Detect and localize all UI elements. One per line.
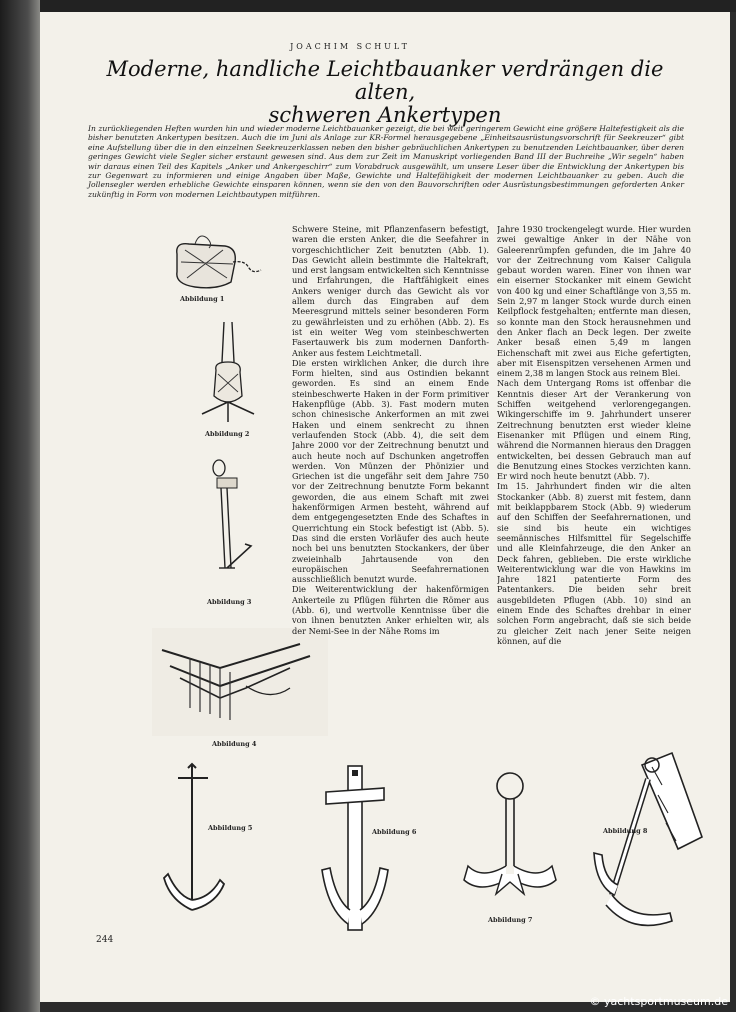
copyright-notice: © yachtsportmuseum.de [589,995,728,1008]
caption-figure-2: Abbildung 2 [205,430,250,438]
author-name: JOACHIM SCHULT [290,42,410,51]
column-2-paragraph-3: Im 15. Jahrhundert finden wir die alten Stockanker (Abb. 8) zuerst mit festem, dann mit beiklappbarem Stock (Abb. 9) wiederum auf den Schiffen der Seefahrernationen, und sie sind bis heute ein wichtiges seemännisches Hilfsmittel für Segelschiffe und alle Kleinfahrzeuge, die den Anker an Deck fahren, geblieben. Die erste wirkliche Weiterentwicklung war die von Hawkins im Jahre 1821 patentierte Form des Patentankers. Die beiden sehr breit ausgebildeten Pflugen (Abb. 10) sind an einem Ende des Schaftes drehbar in einer solchen Form angebracht, daß sie sich beide zu gleicher Zeit nach jener Seite neigen können, auf die [497,481,691,646]
column-1-paragraph-1: Schwere Steine, mit Pflanzenfasern befestigt, waren die ersten Anker, die die Seefahrer in vorgeschichtlicher Zeit benutzten (Abb. 1). Das Gewicht allein bestimmte die Haltekraft, und erst langsam entwickelten sich Kenntnisse und Erfahrungen, die Haftfähigkeit eines Ankers weniger durch das Gewicht als vor allem durch das Eingraben auf dem Meeresgrund mittels seiner besonderen Form zu gewährleisten und zu erhöhen (Abb. 2). Es ist ein weiter Weg vom steinbeschwerten Fasertauwerk bis zum modernen Danforth-Anker aus festem Leichtmetall. [292,224,489,358]
figure-5-phoenician-anchor [160,760,253,928]
column-1-paragraph-3: Die Weiterentwicklung der hakenförmigen Ankerteile zu Pflügen führten die Römer aus (Abb. 6), und wertvolle Kenntnisse über die von ihnen benutzten Anker erhielten wir, als der Nemi-See in der Nähe Roms im [292,584,489,636]
page-number: 244 [96,935,114,945]
scan-top-border [0,0,736,12]
caption-figure-4: Abbildung 4 [212,740,257,748]
caption-figure-8: Abbildung 8 [603,827,648,835]
article-title [90,58,680,127]
text-column-2 [497,224,691,724]
column-2-paragraph-2: Nach dem Untergang Roms ist offenbar die Kenntnis dieser Art der Verankerung von Schiffen weitgehend verlorengegangen. Wikingerschiffe im 9. Jahrhundert unserer Zeitrechnung benutzten erst wieder kleine Eisenanker mit Pflügen und einem Ring, während die Normannen hieraus den Draggen entwickelten, bei dessen Gebrauch man auf die Benutzung eines Stockes verzichten kann. Er wird noch heute benutzt (Abb. 7). [497,378,691,482]
caption-figure-3: Abbildung 3 [207,598,252,606]
text-column-1 [292,224,489,688]
figure-2-stone-hook-anchor [198,322,258,427]
figure-7-grapnel-anchor [462,770,562,910]
figure-3-hook-plough-anchor [205,458,260,588]
figure-8-stock-anchor [592,745,704,937]
column-1-paragraph-2: Die ersten wirklichen Anker, die durch ihre Form hielten, sind aus Ostindien bekannt geworden. Es sind an einem Ende steinbeschwerte Haken in der Form primitiver Hakenpflüge (Abb. 3). Fast modern muten schon chinesische Ankerformen an mit zwei Haken und einem senkrecht zu ihnen verlaufenden Stock (Abb. 4), die seit dem Jahre 2000 vor der Zeitrechnung benutzt und auch heute noch auf Dschunken angetroffen werden. Von Münzen der Phönizier und Griechen ist die ungefähr seit dem Jahre 750 vor der Zeitrechnung benutzte Form bekannt geworden, die aus einem Schaft mit zwei hakenförmigen Armen besteht, während auf dem entgegengesetzten Ende des Schaftes in Querrichtung ein Stock befestigt ist (Abb. 5). Das sind die ersten Vorläufer des auch heute noch bei uns benutzten Stockankers, der über zweieinhalb Jahrtausende von den europäischen Seefahrernationen ausschließlich benutzt wurde. [292,357,489,585]
caption-figure-7: Abbildung 7 [488,916,533,924]
book-spine-shadow [0,0,40,1012]
title-line-1: Moderne, handliche Leichtbauanker verdrängen die alten, [106,57,664,104]
article-intro: In zurückliegenden Heften wurden hin und wieder moderne Leichtbauanker gezeigt, die bei weit geringerem Gewicht eine größere Haltefestigkeit als die bisher benutzten Ankertypen besitzen. Auch die im Juni als Anlage zur KR-Formel herausgegebene „Einheitsausrüstungsvorschrift für Seekreuzer“ gibt eine Aufstellung über die in den einzelnen Seekreuzerklassen neben den bisher gebräuchlichen Ankertypen zu benutzenden Leichtbauanker, über deren geringes Gewicht viele Segler sicher erstaunt gewesen sind. Aus dem zur Zeit im Manuskript vorliegenden Band III der Buchreihe „Wir segeln“ haben wir daraus einen Teil des Kapitels „Anker und Ankergeschirr“ zum Vorabdruck ausgewählt, um unsere Leser über die Entwicklung der Ankertypen bis zur Gegenwart zu informieren und einige Angaben über Maße, Gewichte und Haltefähigkeit der modernen Leichtbauanker zu geben. Auch die Jollensegler werden erhebliche Gewichte einsparen können, wenn sie den von den Bauvorschriften oder Ausrüstungsbestimmungen geforderten Anker zukünftig in Form von modernen Leichtbautypen mitführen. [88,124,684,199]
figure-1-stone-anchor [165,232,265,292]
figure-6-roman-anchor [320,760,400,938]
column-2-paragraph-1: Jahre 1930 trockengelegt wurde. Hier wurden zwei gewaltige Anker in der Nähe von Galeerenrümpfen gefunden, die im Jahre 40 vor der Zeitrechnung vom Kaiser Caligula gebaut worden waren. Einer von ihnen war ein eiserner Stockanker mit einem Gewicht von 400 kg und einer Schaftlänge von 3,55 m. Sein 2,97 m langer Stock wurde durch einen Keilpflock festgehalten; entfernte man diesen, so konnte man den Stock herausnehmen und den Anker flach an Deck legen. Der zweite Anker besaß einen 5,49 m langen Eichenschaft mit zwei aus Eiche gefertigten, aber mit Eisenspitzen versehenen Armen und einem 2,38 m langen Stock aus reinem Blei. [497,224,691,379]
caption-figure-6: Abbildung 6 [372,828,417,836]
caption-figure-1: Abbildung 1 [180,295,225,303]
title-line-2: schweren Ankertypen [268,103,502,127]
caption-figure-5: Abbildung 5 [208,824,253,832]
